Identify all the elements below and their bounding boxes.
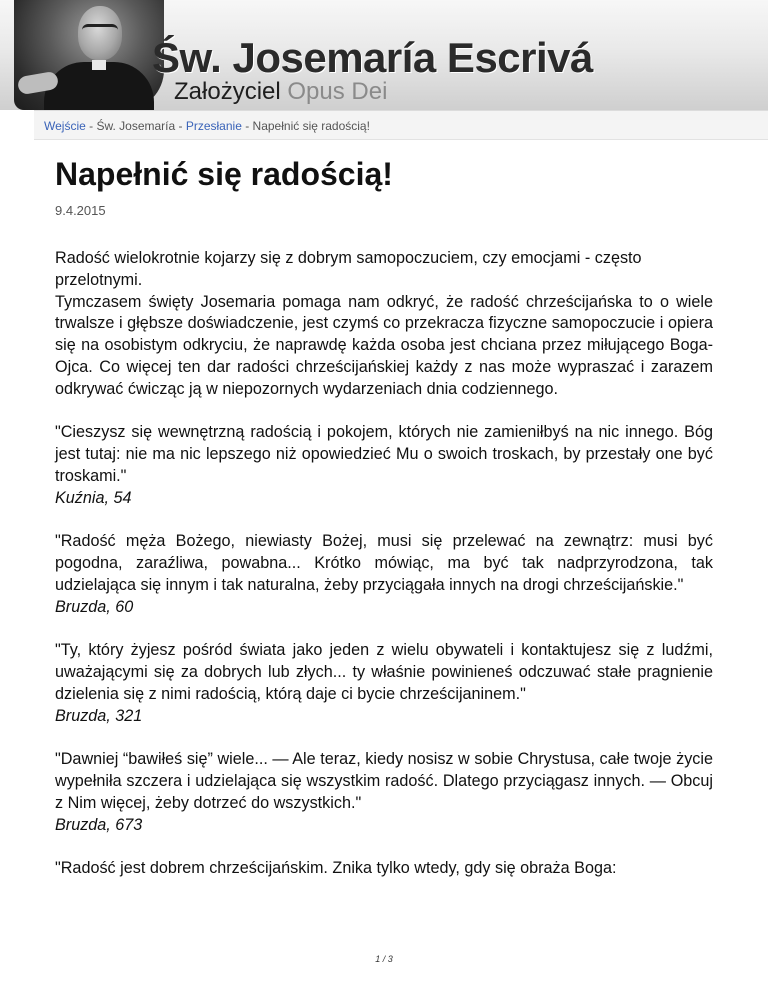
- site-subtitle-opus-dei: Opus Dei: [287, 78, 388, 105]
- quote-source: Bruzda, 673: [55, 815, 143, 834]
- breadcrumb-saint: Św. Josemaría: [96, 119, 176, 133]
- breadcrumb-separator: -: [85, 119, 97, 133]
- intro-sentence: Tymczasem święty Josemaria pomaga nam odkryć, że radość chrześcijańska to o wiele trwalsze i głębsze doświadczenie, jest czymś co przekracza fizyczne samopoczucie i opiera się na osobistym odkryciu, że naprawdę każda osoba jest chciana przez miłującego Boga-Ojca. Co więcej ten dar radości chrześcijańskiej każdy z nas może wypraszać i zarazem odkrywać ćwicząc ją w niepozornych wydarzeniach dnia codziennego.: [55, 292, 713, 398]
- quote-text: "Cieszysz się wewnętrzną radością i pokojem, których nie zamieniłbyś na nic innego. Bóg jest tutaj: nie ma nic lepszego niż opowiedzieć Mu o swoich troskach, by przestały one być troskami.": [55, 423, 713, 485]
- quote-source: Bruzda, 321: [55, 706, 143, 725]
- site-subtitle-founder: Założyciel: [174, 78, 281, 105]
- intro-sentence: Radość wielokrotnie kojarzy się z dobrym samopoczuciem, czy emocjami - często przelotnymi.: [55, 249, 642, 289]
- article-date: 9.4.2015: [55, 203, 106, 218]
- article-body: [55, 248, 713, 902]
- site-title: Św. Josemaría Escrivá: [152, 34, 593, 81]
- breadcrumb-separator: -: [241, 119, 253, 133]
- quote-block: [55, 749, 713, 836]
- breadcrumb-home-link[interactable]: Wejście: [44, 119, 86, 133]
- trailing-text: "Radość jest dobrem chrześcijańskim. Znika tylko wtedy, gdy się obraża Boga:: [55, 859, 617, 878]
- header-banner: [0, 0, 768, 110]
- quote-source: Kuźnia, 54: [55, 488, 132, 507]
- quote-source: Bruzda, 60: [55, 597, 134, 616]
- quote-block: [55, 531, 713, 618]
- portrait-glasses: [82, 24, 118, 37]
- intro-paragraph: [55, 248, 713, 292]
- site-subtitle: [174, 78, 387, 106]
- quote-block: [55, 640, 713, 727]
- breadcrumb: [34, 110, 768, 140]
- quote-block: [55, 422, 713, 509]
- quote-text: "Dawniej “bawiłeś się” wiele... — Ale teraz, kiedy nosisz w sobie Chrystusa, całe twoje życie wypełniła szczera i udzielająca się wszystkim radość. Dlatego przyciągasz innych. — Obcuj z Nim więcej, żeby dotrzeć do wszystkich.": [55, 750, 713, 812]
- breadcrumb-separator: -: [175, 119, 186, 133]
- trailing-paragraph: [55, 858, 713, 880]
- breadcrumb-current: Napełnić się radością!: [252, 119, 370, 133]
- intro-paragraph: [55, 292, 713, 401]
- quote-text: "Ty, który żyjesz pośród świata jako jeden z wielu obywateli i kontaktujesz się z ludźmi, uważającymi się za dobrych lub złych... ty właśnie powinieneś odczuwać stałe pragnienie dzielenia się z nimi radością, którą daje ci bycie chrześcijaninem.": [55, 641, 713, 703]
- breadcrumb-message-link[interactable]: Przesłanie: [185, 119, 242, 133]
- quote-text: "Radość męża Bożego, niewiasty Bożej, musi się przelewać na zewnątrz: musi być pogodna, zaraźliwa, powabna... Krótko mówiąc, ma być tak nadprzyrodzona, tak udzielająca się innym i tak naturalna, żeby przyciągała innych na drogi chrześcijańskie.": [55, 532, 713, 594]
- founder-portrait: [14, 0, 164, 110]
- page-indicator: 1 / 3: [375, 954, 393, 964]
- portrait-collar: [92, 60, 106, 70]
- article-title: Napełnić się radością!: [55, 156, 393, 192]
